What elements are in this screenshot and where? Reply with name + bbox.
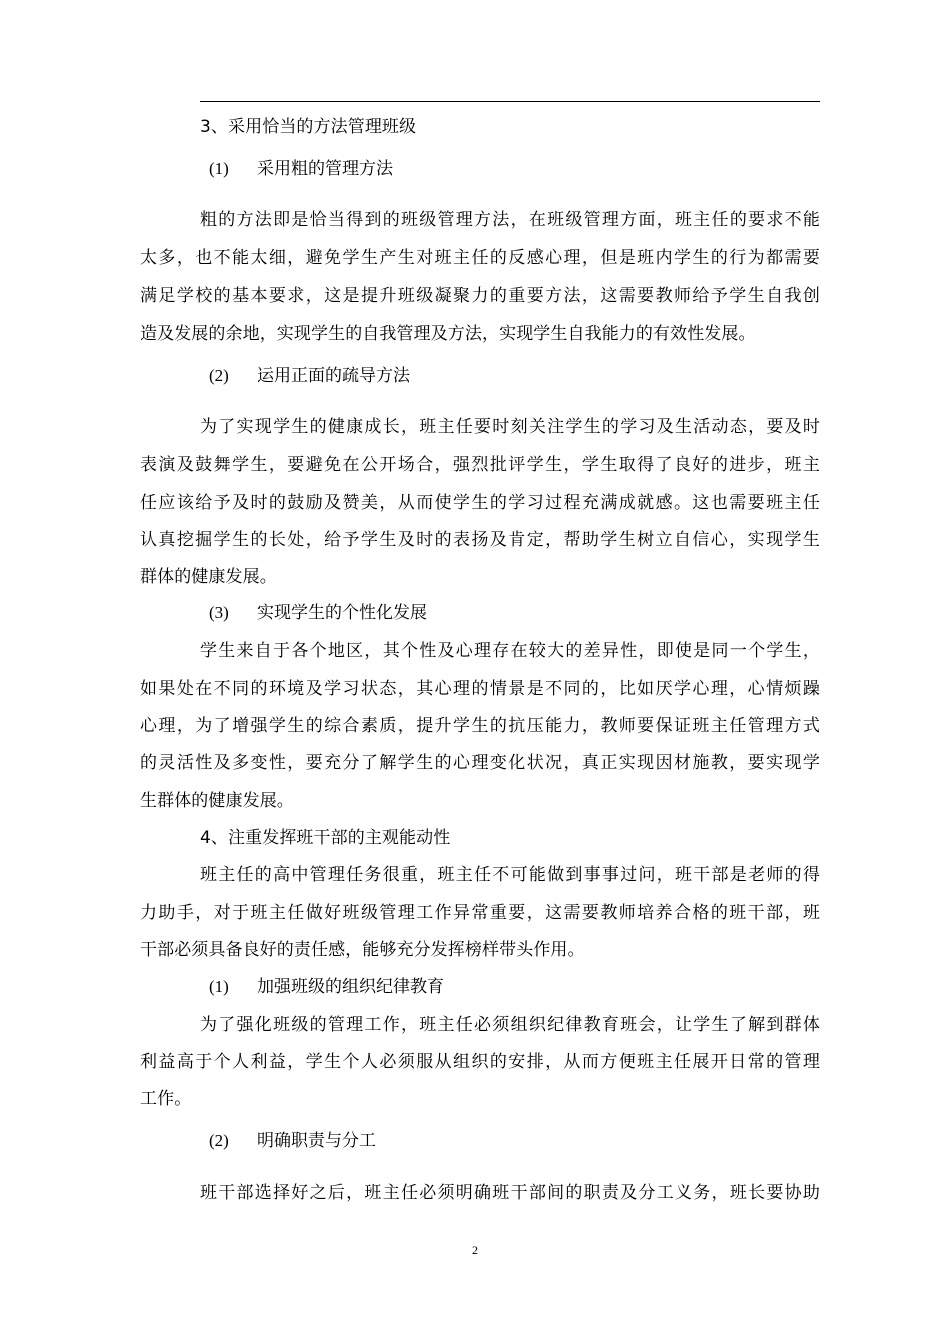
paragraph-line: 粗的方法即是恰当得到的班级管理方法，在班级管理方面，班主任的要求不能 — [200, 210, 820, 230]
paragraph-line: 学生来自于各个地区，其个性及心理存在较大的差异性，即使是同一个学生， — [200, 641, 820, 661]
subsection-title: 明确职责与分工 — [257, 1131, 376, 1151]
subsection-title: 运用正面的疏导方法 — [257, 366, 410, 386]
subsection-number: (2) — [209, 1131, 229, 1150]
paragraph-line: 的灵活性及多变性，要充分了解学生的心理变化状况，真正实现因材施教，要实现学 — [140, 753, 820, 773]
paragraph-line: 造及发展的余地，实现学生的自我管理及方法，实现学生自我能力的有效性发展。 — [140, 324, 756, 344]
paragraph-line: 利益高于个人利益，学生个人必须服从组织的安排，从而方便班主任展开日常的管理 — [140, 1052, 820, 1072]
page-number: 2 — [472, 1243, 478, 1257]
paragraph-line: 为了实现学生的健康成长，班主任要时刻关注学生的学习及生活动态，要及时 — [200, 417, 820, 437]
subsection-number: (1) — [209, 159, 229, 178]
section-heading-4: 4、注重发挥班干部的主观能动性 — [200, 828, 451, 848]
paragraph-line: 为了强化班级的管理工作，班主任必须组织纪律教育班会，让学生了解到群体 — [200, 1015, 820, 1035]
paragraph-line: 干部必须具备良好的责任感，能够充分发挥榜样带头作用。 — [140, 940, 585, 960]
paragraph-line: 满足学校的基本要求，这是提升班级凝聚力的重要方法，这需要教师给予学生自我创 — [140, 286, 820, 306]
subsection-number: (2) — [209, 366, 229, 385]
subsection-number: (3) — [209, 603, 229, 622]
paragraph-line: 班干部选择好之后，班主任必须明确班干部间的职责及分工义务，班长要协助 — [200, 1183, 820, 1203]
paragraph-line: 表演及鼓舞学生，要避免在公开场合，强烈批评学生，学生取得了良好的进步，班主 — [140, 455, 820, 475]
header-rule — [200, 101, 820, 102]
subsection-number: (1) — [209, 977, 229, 996]
subsection-heading — [209, 158, 393, 180]
subsection-heading — [209, 602, 427, 624]
subsection-title: 实现学生的个性化发展 — [257, 603, 427, 623]
paragraph-line: 太多，也不能太细，避免学生产生对班主任的反感心理，但是班内学生的行为都需要 — [140, 248, 820, 268]
section-heading-3: 3、采用恰当的方法管理班级 — [200, 117, 417, 137]
paragraph-line: 任应该给予及时的鼓励及赞美，从而使学生的学习过程充满成就感。这也需要班主任 — [140, 493, 820, 513]
subsection-title: 采用粗的管理方法 — [257, 159, 393, 179]
paragraph-line: 班主任的高中管理任务很重，班主任不可能做到事事过问，班干部是老师的得 — [200, 865, 820, 885]
paragraph-line: 认真挖掘学生的长处，给予学生及时的表扬及肯定，帮助学生树立自信心，实现学生 — [140, 530, 820, 550]
subsection-heading — [209, 976, 444, 998]
subsection-title: 加强班级的组织纪律教育 — [257, 977, 444, 997]
subsection-heading — [209, 1130, 376, 1152]
paragraph-line: 心理，为了增强学生的综合素质，提升学生的抗压能力，教师要保证班主任管理方式 — [140, 716, 820, 736]
paragraph-line: 力助手，对于班主任做好班级管理工作异常重要，这需要教师培养合格的班干部，班 — [140, 903, 820, 923]
paragraph-line: 生群体的健康发展。 — [140, 791, 294, 811]
paragraph-line: 如果处在不同的环境及学习状态，其心理的情景是不同的，比如厌学心理，心情烦躁 — [140, 679, 820, 699]
subsection-heading — [209, 365, 410, 387]
paragraph-line: 群体的健康发展。 — [140, 567, 277, 587]
paragraph-line: 工作。 — [140, 1089, 192, 1109]
